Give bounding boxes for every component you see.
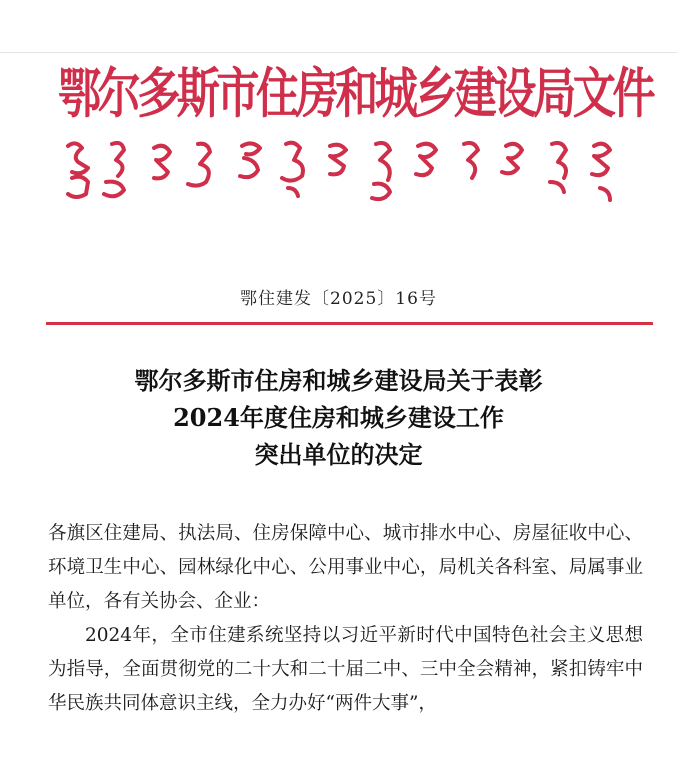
title-line: 鄂尔多斯市住房和城乡建设局关于表彰 — [134, 366, 543, 395]
mongolian-script-line — [60, 138, 630, 218]
recipients-paragraph: 各旗区住建局、执法局、住房保障中心、城市排水中心、房屋征收中心、环境卫生中心、园林绿化中心、公用事业中心，局机关各科室、局属事业单位，各有关协会、企业： — [48, 523, 643, 612]
red-divider — [46, 322, 653, 325]
document-title — [0, 362, 677, 473]
masthead-title: 鄂尔多斯市住房和城乡建设局文件 — [58, 62, 653, 126]
body-paragraph: 2024年，全市住建系统坚持以习近平新时代中国特色社会主义思想为指导，全面贯彻党的二十大和二十届二中、三中全会精神，紧扣铸牢中华民族共同体意识主线，全力办好“两件大事”， — [48, 625, 643, 714]
document-number: 鄂住建发〔2025〕16号 — [240, 289, 437, 309]
scan-top-edge — [0, 52, 677, 53]
title-line: 突出单位的决定 — [254, 440, 423, 469]
mongolian-script-graphic — [60, 138, 630, 218]
title-line: 2024年度住房和城乡建设工作 — [173, 403, 504, 432]
document-body — [48, 517, 643, 721]
